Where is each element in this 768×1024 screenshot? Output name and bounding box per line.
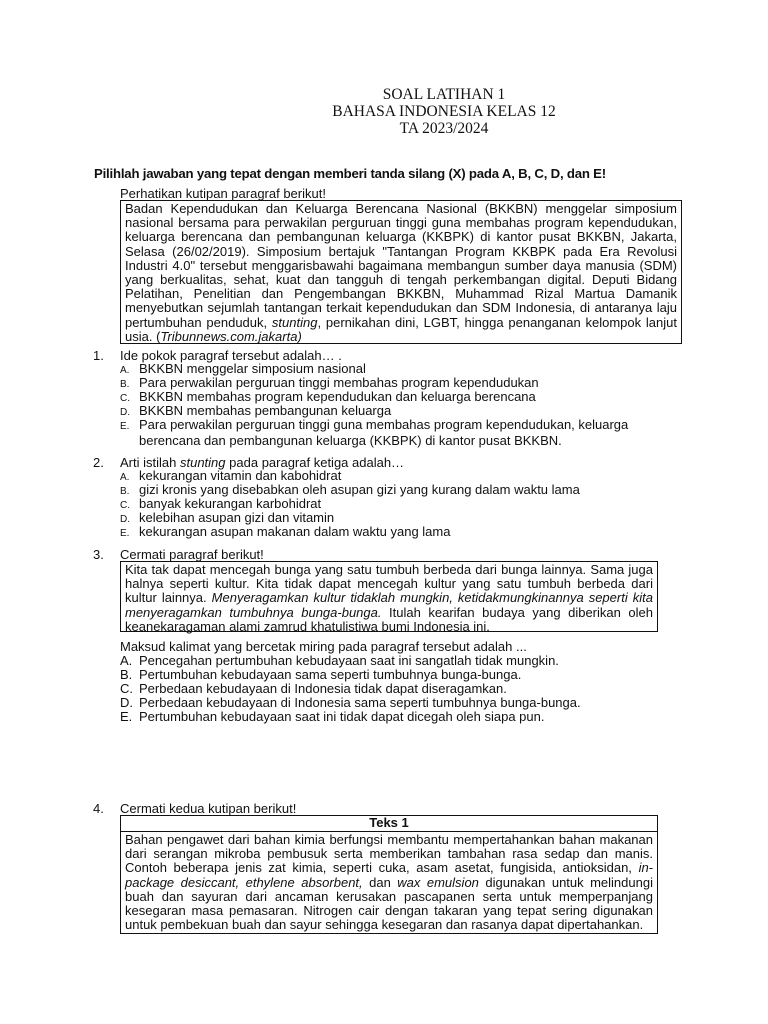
passage-source: Tribunnews.com.jakarta) bbox=[160, 328, 302, 344]
option-letter: D. bbox=[120, 514, 130, 525]
option-text: Pertumbuhan kebudayaan saat ini tidak dapat dicegah oleh siapa pun. bbox=[139, 709, 545, 724]
option-text: BKKBN membahas pembangunan keluarga bbox=[139, 403, 392, 418]
option-letter: B. bbox=[120, 486, 130, 497]
option-text: Para perwakilan perguruan tinggi membahas program kependudukan bbox=[139, 375, 539, 390]
option-text: kekurangan asupan makanan dalam waktu yang lama bbox=[139, 524, 451, 539]
option-letter: E. bbox=[120, 709, 133, 724]
option-letter: A. bbox=[120, 472, 130, 483]
sub-question-text: Maksud kalimat yang bercetak miring pada paragraf tersebut adalah ... bbox=[120, 639, 527, 654]
option-e[interactable] bbox=[120, 710, 544, 724]
option-letter: A. bbox=[120, 653, 133, 668]
option-text: Perbedaan kebudayaan di Indonesia tidak dapat diseragamkan. bbox=[139, 681, 507, 696]
option-letter: B. bbox=[120, 379, 130, 390]
option-letter: D. bbox=[120, 407, 130, 418]
question-number: 4. bbox=[93, 801, 104, 816]
table-text: Bahan pengawet dari bahan kimia berfungsi membantu mempertahankan bahan makanan dari serangan mikroba pembusuk serta memberikan tambahan rasa sedap dan manis. Contoh beberapa jenis zat kimia, seperti cuka, asam asetat, fungisida, antioksidan, bbox=[125, 832, 653, 876]
intro-text: Perhatikan kutipan paragraf berikut! bbox=[120, 186, 326, 201]
table-text-after: digunakan untuk melindungi buah dan sayuran dari ancaman kerusakan pascapanen serta untuk memperpanjang kesegaran masa pemasaran. Nitrogen cair dengan takaran yang tepat sering digunakan untuk pembekuan buah dan sayur sehingga kesegaran dan rasanya dapat dipertahankan. bbox=[125, 874, 653, 933]
option-letter: A. bbox=[120, 365, 130, 376]
table-italic-terms: in-package desiccant, ethylene absorbent, bbox=[125, 860, 654, 890]
question-text-post: pada paragraf ketiga adalah… bbox=[229, 455, 405, 470]
option-text: Para perwakilan perguruan tinggi guna membahas program kependudukan, keluarga bbox=[139, 417, 629, 432]
passage-text-after: , pernikahan dini, LGBT, hingga penanganan kelompok lanjut usia. ( bbox=[125, 314, 677, 344]
question-number: 2. bbox=[93, 455, 104, 470]
option-letter: C. bbox=[120, 393, 130, 404]
option-letter: C. bbox=[120, 500, 130, 511]
passage-paragraph bbox=[125, 563, 653, 634]
option-letter: E. bbox=[120, 421, 130, 432]
option-letter: C. bbox=[120, 681, 133, 696]
question-text: Cermati kedua kutipan berikut! bbox=[120, 801, 297, 816]
option-text-continued: berencana dan pembangunan keluarga (KKBPK) di kantor pusat BKKBN. bbox=[139, 433, 562, 449]
table-header: Teks 1 bbox=[121, 816, 657, 832]
option-text: kelebihan asupan gizi dan vitamin bbox=[139, 510, 335, 525]
question-text: Cermati paragraf berikut! bbox=[120, 547, 264, 562]
option-text: Pertumbuhan kebudayaan sama seperti tumbuhnya bunga-bunga. bbox=[139, 667, 522, 682]
table-cell bbox=[121, 832, 657, 933]
question-text: Ide pokok paragraf tersebut adalah… . bbox=[120, 348, 342, 363]
passage-box bbox=[120, 200, 682, 344]
option-letter: B. bbox=[120, 667, 133, 682]
option-text: BKKBN menggelar simposium nasional bbox=[139, 361, 366, 376]
passage-paragraph bbox=[125, 202, 677, 344]
option-e[interactable] bbox=[120, 525, 450, 541]
option-text: gizi kronis yang disebabkan oleh asupan gizi yang kurang dalam waktu lama bbox=[139, 482, 580, 497]
question-italic-term: stunting bbox=[179, 455, 226, 470]
question-text-pre: Arti istilah bbox=[120, 455, 177, 470]
instruction: Pilihlah jawaban yang tepat dengan memberi tanda silang (X) pada A, B, C, D, dan E! bbox=[94, 166, 606, 181]
option-text: banyak kekurangan karbohidrat bbox=[139, 496, 322, 511]
passage-text-after: Itulah kearifan budaya yang diberikan oleh keanekaragaman alami zamrud khatulistiwa bumi Indonesia ini. bbox=[125, 604, 653, 634]
question-number: 1. bbox=[93, 348, 104, 363]
option-text: kekurangan vitamin dan kabohidrat bbox=[139, 468, 342, 483]
question-number: 3. bbox=[93, 547, 104, 562]
passage-italic-term: stunting bbox=[271, 314, 318, 330]
document-header bbox=[0, 86, 768, 137]
option-letter: D. bbox=[120, 695, 133, 710]
header-title: SOAL LATIHAN 1 bbox=[382, 86, 506, 103]
option-text: BKKBN membahas program kependudukan dan keluarga berencana bbox=[139, 389, 536, 404]
option-text: Perbedaan kebudayaan di Indonesia sama seperti tumbuhnya bunga-bunga. bbox=[139, 695, 581, 710]
passage-text: Badan Kependudukan dan Keluarga Berencana Nasional (BKKBN) menggelar simposium nasional bersama para perwakilan perguruan tinggi guna membahas program kependudukan, keluarga berencana dan pembangunan keluarga (KKBPK) di kantor pusat BKKBN, Jakarta, Selasa (26/02/2019). Simposium bertajuk "Tantangan Program KKBPK pada Era Revolusi Industri 4.0" tersebut menggarisbawahi bagaimana membangun sumber daya manusia (SDM) yang berkualitas, sehat, kuat dan tangguh di tengah perkembangan digital. Deputi Bidang Pelatihan, Penelitian dan Pengembangan BKKBN, Muhammad Rizal Martua Damanik menyebutkan sejumlah tantangan terkait kependudukan dan SDM Indonesia, di antaranya laju pertumbuhan penduduk, bbox=[125, 201, 677, 330]
table-italic-term: wax emulsion bbox=[397, 874, 479, 890]
option-letter: E. bbox=[120, 528, 130, 539]
header-subject: BAHASA INDONESIA KELAS 12 bbox=[332, 103, 556, 120]
text-table bbox=[120, 815, 658, 934]
table-text-mid: dan bbox=[369, 874, 391, 890]
header-year: TA 2023/2024 bbox=[399, 120, 489, 137]
passage-italic-sentence: Menyeragamkan kultur tidaklah mungkin, ketidakmungkinannya seperti kita menyeragamkan tumbuhnya bunga-bunga. bbox=[125, 590, 653, 620]
passage-text: Kita tak dapat mencegah bunga yang satu tumbuh berbeda dari bunga lainnya. Sama juga halnya seperti kultur. Kita tidak dapat mencegah kultur yang satu tumbuh berbeda dari kultur lainnya. bbox=[125, 562, 653, 606]
passage-box bbox=[120, 561, 658, 632]
option-e[interactable] bbox=[120, 418, 680, 448]
option-text: Pencegahan pertumbuhan kebudayaan saat ini sangatlah tidak mungkin. bbox=[139, 653, 559, 668]
